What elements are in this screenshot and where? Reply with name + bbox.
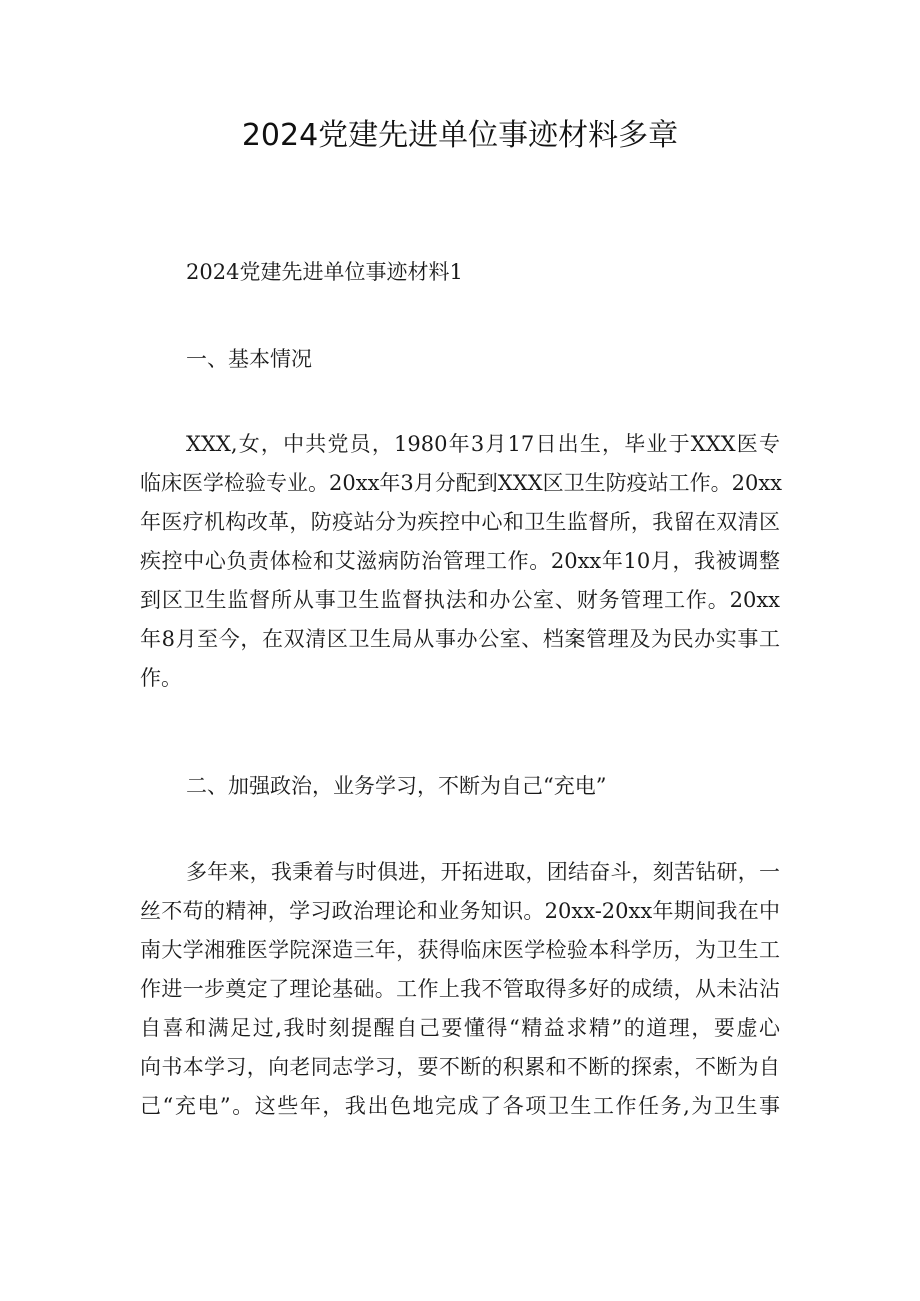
paragraph-line: 年医疗机构改革，防疫站分为疾控中心和卫生监督所，我留在双清区 — [140, 510, 780, 534]
paragraph-line: XXX,女，中共党员，1980年3月17日出生，毕业于XXX医专 — [186, 432, 780, 456]
document-subtitle: 2024党建先进单位事迹材料1 — [186, 260, 463, 284]
paragraph-line: 自喜和满足过,我时刻提醒自己要懂得“精益求精”的道理，要虚心 — [140, 1016, 780, 1040]
paragraph-line: 疾控中心负责体检和艾滋病防治管理工作。20xx年10月，我被调整 — [140, 549, 780, 573]
paragraph-line: 到区卫生监督所从事卫生监督执法和办公室、财务管理工作。20xx — [140, 588, 780, 612]
paragraph-line: 己“充电”。这些年，我出色地完成了各项卫生工作任务,为卫生事 — [140, 1094, 780, 1118]
paragraph-line: 临床医学检验专业。20xx年3月分配到XXX区卫生防疫站工作。20xx — [140, 471, 783, 495]
paragraph-line: 多年来，我秉着与时俱进，开拓进取，团结奋斗，刻苦钻研，一 — [186, 860, 780, 884]
paragraph-line: 南大学湘雅医学院深造三年，获得临床医学检验本科学历，为卫生工 — [140, 938, 780, 962]
paragraph-line: 作。 — [140, 666, 182, 690]
paragraph-line: 丝不苟的精神，学习政治理论和业务知识。20xx-20xx年期间我在中 — [140, 899, 780, 923]
paragraph-line: 向书本学习，向老同志学习，要不断的积累和不断的探索，不断为自 — [140, 1055, 780, 1079]
section-1-heading: 一、基本情况 — [186, 347, 312, 371]
document-title: 2024党建先进单位事迹材料多章 — [241, 118, 679, 153]
section-1-paragraph — [140, 425, 783, 698]
section-2-heading: 二、加强政治，业务学习，不断为自己“充电” — [186, 774, 607, 798]
paragraph-line: 年8月至今，在双清区卫生局从事办公室、档案管理及为民办实事工 — [140, 627, 780, 651]
paragraph-line: 作进一步奠定了理论基础。工作上我不管取得多好的成绩，从未沾沾 — [140, 977, 780, 1001]
section-2-paragraph — [140, 853, 780, 1126]
